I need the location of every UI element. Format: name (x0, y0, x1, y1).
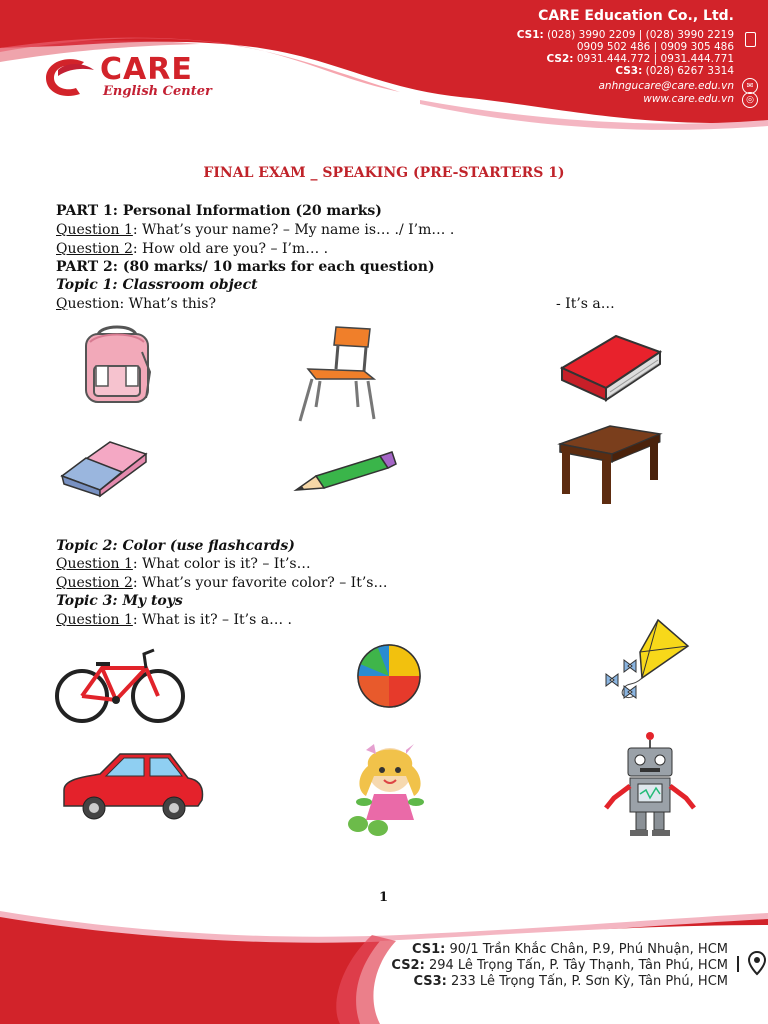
book-icon (556, 330, 664, 404)
eraser-icon (58, 434, 150, 500)
ball-icon (354, 642, 424, 710)
cs3-phone-line: CS3: (028) 6267 3314 (615, 65, 734, 77)
topic1-answer: - It’s a… (556, 296, 615, 312)
cs1-phone-line: CS1: (028) 3990 2209 | (028) 3990 2219 (516, 29, 734, 41)
cs2-phone-line: CS2: 0931.444.772 | 0931.444.771 (546, 53, 734, 65)
topic2-heading: Topic 2: Color (use flashcards) (56, 538, 295, 554)
logo-subtitle: English Center (103, 84, 212, 99)
backpack-icon (80, 322, 154, 406)
email-text: anhngucare@care.edu.vn (598, 80, 734, 92)
topic3-question-1: Question 1: What is it? – It’s a… . (56, 612, 292, 628)
email-icon: ✉ (742, 78, 758, 94)
table-icon (556, 420, 664, 506)
pencil-icon (292, 448, 400, 494)
part1-heading: PART 1: Personal Information (20 marks) (56, 203, 382, 219)
cs1-phone-line-2: 0909 502 486 | 0909 305 486 (576, 41, 734, 53)
footer-address-cs2: CS2: 294 Lê Trọng Tấn, P. Tây Thạnh, Tân Phú, HCM (391, 958, 728, 973)
phone-icon (745, 32, 756, 47)
bicycle-icon (54, 646, 186, 728)
page-number: 1 (379, 890, 389, 905)
location-pin-icon (748, 950, 766, 976)
globe-icon: ◎ (742, 92, 758, 108)
exam-title: FINAL EXAM _ SPEAKING (PRE-STARTERS 1) (203, 165, 565, 181)
footer-address-cs1: CS1: 90/1 Trần Khắc Chân, P.9, Phú Nhuận, HCM (411, 942, 728, 957)
footer-address-cs3: CS3: 233 Lê Trọng Tấn, P. Sơn Kỳ, Tân Phú, HCM (413, 974, 728, 989)
part2-heading: PART 2: (80 marks/ 10 marks for each question) (56, 259, 435, 275)
topic3-heading: Topic 3: My toys (56, 593, 183, 609)
kite-icon (598, 616, 692, 706)
car-icon (60, 748, 206, 822)
doll-icon (344, 740, 436, 840)
topic2-question-1: Question 1: What color is it? – It’s… (56, 556, 311, 572)
robot-icon (600, 730, 700, 840)
topic1-heading: Topic 1: Classroom object (56, 277, 258, 293)
website-text: www.care.edu.vn (643, 93, 734, 105)
footer-divider (737, 956, 739, 972)
topic1-question: Question: What’s this? (56, 296, 216, 312)
care-logo-icon (44, 56, 100, 100)
logo-wordmark: CARE (100, 52, 193, 87)
chair-icon (294, 323, 378, 427)
topic2-question-2: Question 2: What’s your favorite color? – It’s… (56, 575, 388, 591)
company-name: CARE Education Co., Ltd. (538, 8, 734, 24)
part1-question-2: Question 2: How old are you? – I’m… . (56, 241, 329, 257)
part1-question-1: Question 1: What’s your name? – My name is… ./ I’m… . (56, 222, 455, 238)
